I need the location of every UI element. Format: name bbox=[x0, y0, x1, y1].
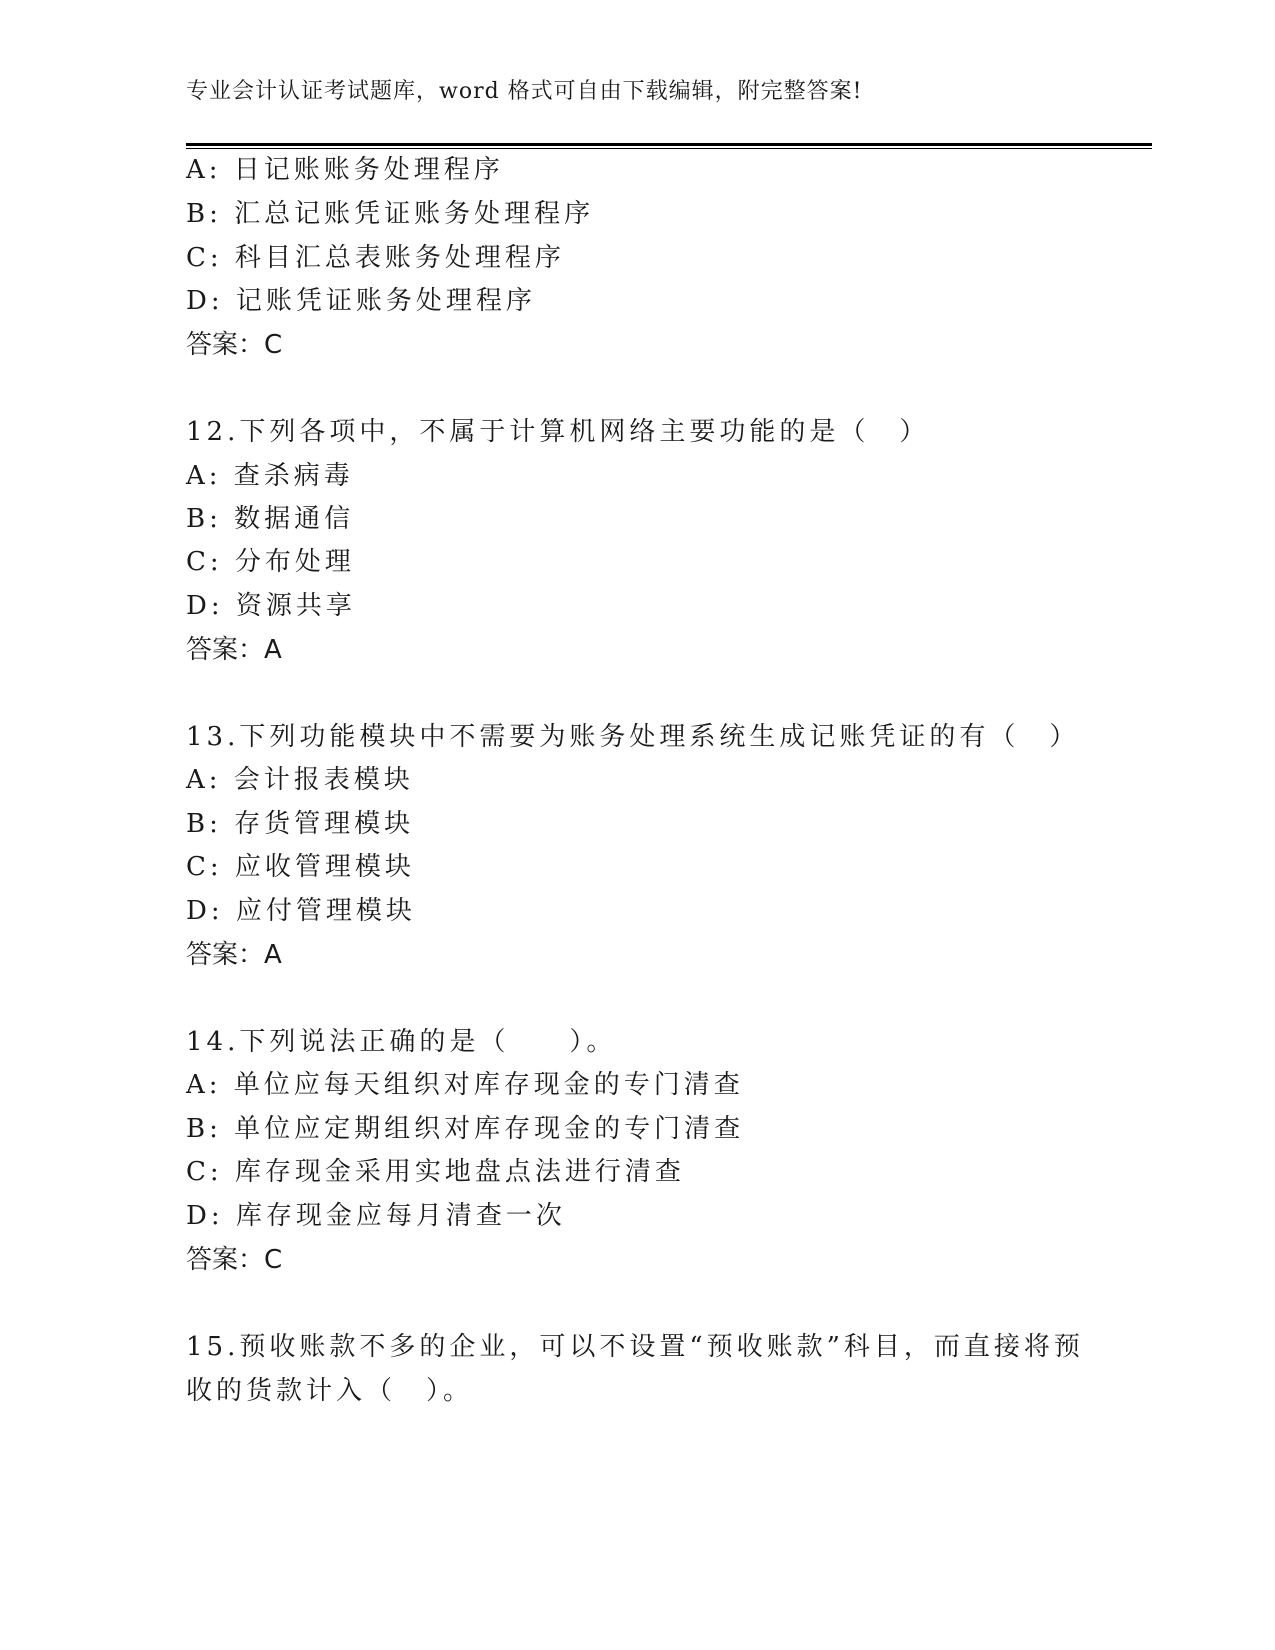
q11-option-b: B: 汇总记账凭证账务处理程序 bbox=[186, 199, 595, 229]
q11-option-a: A: 日记账账务处理程序 bbox=[186, 155, 504, 185]
header-divider bbox=[186, 143, 1152, 149]
q12-option-c: C: 分布处理 bbox=[186, 547, 355, 577]
q13-option-a: A: 会计报表模块 bbox=[186, 765, 414, 795]
q11-option-c: C: 科目汇总表账务处理程序 bbox=[186, 243, 565, 273]
q11-answer: 答案：C bbox=[186, 330, 283, 360]
q14-option-a: A: 单位应每天组织对库存现金的专门清查 bbox=[186, 1070, 744, 1100]
q13-option-d: D: 应付管理模块 bbox=[186, 896, 416, 926]
q13-option-b: B: 存货管理模块 bbox=[186, 809, 415, 839]
q15-question-line-2: 收的货款计入（ ）。 bbox=[186, 1376, 474, 1406]
q14-option-b: B: 单位应定期组织对库存现金的专门清查 bbox=[186, 1114, 745, 1144]
q13-option-c: C: 应收管理模块 bbox=[186, 852, 415, 882]
q14-answer: 答案：C bbox=[186, 1245, 283, 1275]
q13-answer: 答案：A bbox=[186, 940, 282, 970]
q14-option-d: D: 库存现金应每月清查一次 bbox=[186, 1201, 566, 1231]
q15-question-line-1: 15.预收账款不多的企业，可以不设置“预收账款”科目，而直接将预 bbox=[186, 1332, 1084, 1362]
q11-option-d: D: 记账凭证账务处理程序 bbox=[186, 286, 536, 316]
q12-option-a: A: 查杀病毒 bbox=[186, 461, 354, 491]
q14-question: 14.下列说法正确的是（ ）。 bbox=[186, 1027, 617, 1057]
q14-option-c: C: 库存现金采用实地盘点法进行清查 bbox=[186, 1157, 685, 1187]
q12-option-d: D: 资源共享 bbox=[186, 591, 356, 621]
page-header: 专业会计认证考试题库，word 格式可自由下载编辑，附完整答案! bbox=[186, 79, 863, 104]
q13-question: 13.下列功能模块中不需要为账务处理系统生成记账凭证的有（ ） bbox=[186, 722, 1080, 752]
q12-answer: 答案：A bbox=[186, 635, 282, 665]
q12-question: 12.下列各项中，不属于计算机网络主要功能的是（ ） bbox=[186, 417, 930, 447]
q12-option-b: B: 数据通信 bbox=[186, 504, 355, 534]
